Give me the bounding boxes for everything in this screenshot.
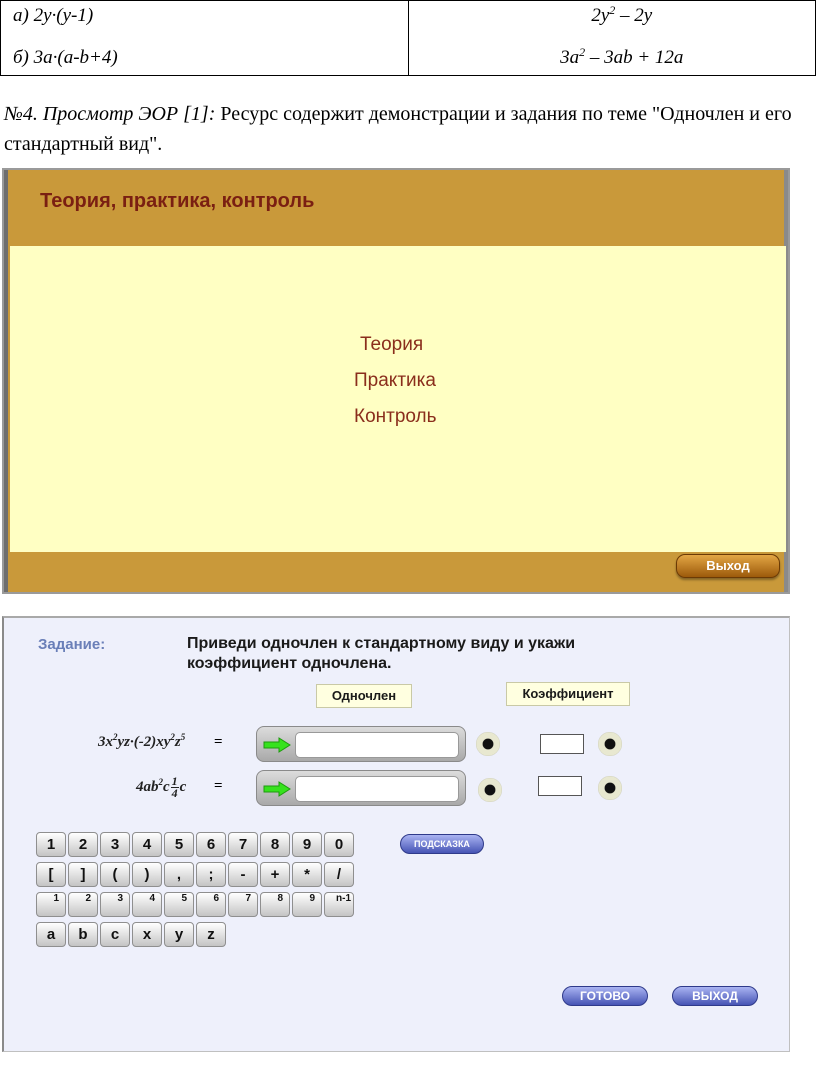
row1-right-exp: 2	[609, 3, 616, 17]
task-label: Задание:	[38, 636, 106, 653]
key-3[interactable]: 3	[100, 832, 130, 857]
key-9[interactable]: 9	[292, 832, 322, 857]
key-5[interactable]: 5	[164, 832, 194, 857]
row1-right-rest: – 2y	[615, 5, 653, 26]
key-exp-6[interactable]: 6	[196, 892, 226, 917]
expr2-part2: c	[163, 778, 170, 795]
menu-item-practice[interactable]: Практика	[354, 370, 436, 391]
check-coefficient-1-icon[interactable]	[598, 732, 622, 756]
expressions-table	[0, 0, 816, 76]
check-monomial-1-icon[interactable]	[476, 732, 500, 756]
key-exp-2[interactable]: 2	[68, 892, 98, 917]
key-exp-5[interactable]: 5	[164, 892, 194, 917]
monomial-input-2[interactable]	[295, 776, 459, 802]
key-y[interactable]: y	[164, 922, 194, 947]
answer-box-1	[256, 726, 466, 762]
key-minus[interactable]: -	[228, 862, 258, 887]
key-c[interactable]: c	[100, 922, 130, 947]
key-exp-7[interactable]: 7	[228, 892, 258, 917]
key-semicolon[interactable]: ;	[196, 862, 226, 887]
expr1-exp3: 5	[180, 732, 186, 742]
done-button[interactable]: ГОТОВО	[562, 986, 648, 1006]
column-header-monomial: Одночлен	[316, 684, 412, 708]
key-paren-open[interactable]: (	[100, 862, 130, 887]
key-z[interactable]: z	[196, 922, 226, 947]
task-paragraph	[4, 99, 804, 159]
eor-menu-screen	[2, 168, 790, 594]
key-comma[interactable]: ,	[164, 862, 194, 887]
key-paren-close[interactable]: )	[132, 862, 162, 887]
key-4[interactable]: 4	[132, 832, 162, 857]
key-x[interactable]: x	[132, 922, 162, 947]
expression-2	[136, 776, 186, 799]
menu-item-theory[interactable]: Теория	[360, 334, 424, 355]
key-2[interactable]: 2	[68, 832, 98, 857]
row1-right-base: 2y	[591, 5, 610, 26]
key-plus[interactable]: +	[260, 862, 290, 887]
menu-panel	[10, 246, 786, 552]
green-arrow-icon	[263, 737, 291, 753]
paragraph-lead: №4. Просмотр ЭОР [1]:	[4, 103, 216, 125]
key-exp-1[interactable]: 1	[36, 892, 66, 917]
key-7[interactable]: 7	[228, 832, 258, 857]
fraction-denominator: 4	[171, 786, 178, 800]
column-header-coefficient: Коэффициент	[506, 682, 630, 706]
task-text: Приведи одночлен к стандартному виду и укажи коэффициент одночлена.	[187, 635, 576, 672]
row2-left: б) 3a·(a-b+4)	[13, 47, 118, 68]
check-monomial-2-icon[interactable]	[478, 778, 502, 802]
key-exp-n-1[interactable]: n-1	[324, 892, 354, 917]
expr1-exp1: 2	[113, 732, 118, 742]
key-bracket-close[interactable]: ]	[68, 862, 98, 887]
keyboard-row-digits	[36, 832, 354, 857]
keyboard-row-exponents	[36, 892, 354, 917]
key-exp-3[interactable]: 3	[100, 892, 130, 917]
expr1-part2: yz·(-2)xy	[117, 734, 171, 750]
monomial-input-1[interactable]	[295, 732, 459, 758]
coefficient-input-1[interactable]	[540, 734, 584, 754]
row1-right	[429, 1, 816, 38]
coefficient-input-2[interactable]	[538, 776, 582, 796]
exercise-screen	[2, 616, 790, 1052]
table-cell-left	[1, 1, 409, 76]
expr1-part1: 3x	[98, 734, 113, 750]
keyboard-row-symbols	[36, 862, 354, 887]
screen-left-rim	[4, 170, 8, 592]
expr1-exp2: 2	[170, 732, 175, 742]
row2-right-exp: 2	[579, 45, 586, 59]
expr2-fraction	[171, 776, 179, 799]
expr2-part1: 4ab	[136, 778, 159, 795]
equals-sign-1: =	[214, 734, 223, 750]
key-exp-4[interactable]: 4	[132, 892, 162, 917]
table-cell-right	[408, 1, 816, 76]
expr1-part3: z	[174, 734, 181, 750]
quit-button[interactable]: ВЫХОД	[672, 986, 758, 1006]
row2-right-rest: – 3ab + 12a	[585, 47, 684, 68]
expr2-part3: c	[179, 778, 187, 795]
check-coefficient-2-icon[interactable]	[598, 776, 622, 800]
key-0[interactable]: 0	[324, 832, 354, 857]
key-bracket-open[interactable]: [	[36, 862, 66, 887]
equals-sign-2: =	[214, 778, 223, 794]
menu-item-control[interactable]: Контроль	[354, 406, 437, 427]
screen-title: Теория, практика, контроль	[40, 190, 315, 212]
key-b[interactable]: b	[68, 922, 98, 947]
key-8[interactable]: 8	[260, 832, 290, 857]
key-multiply[interactable]: *	[292, 862, 322, 887]
exit-button[interactable]: Выход	[676, 554, 780, 578]
key-divide[interactable]: /	[324, 862, 354, 887]
expression-1	[98, 734, 185, 751]
keyboard-row-letters	[36, 922, 226, 947]
row2-right-base: 3a	[560, 47, 580, 68]
paragraph-text: Ресурс содержит демонстрации и задания по теме "Одночлен и его стандартный вид".	[4, 103, 792, 155]
hint-button[interactable]: ПОДСКАЗКА	[400, 834, 484, 854]
expr2-exp1: 2	[158, 776, 163, 787]
answer-box-2	[256, 770, 466, 806]
key-exp-9[interactable]: 9	[292, 892, 322, 917]
key-1[interactable]: 1	[36, 832, 66, 857]
green-arrow-icon	[263, 781, 291, 797]
key-a[interactable]: a	[36, 922, 66, 947]
key-6[interactable]: 6	[196, 832, 226, 857]
row2-right	[429, 38, 816, 75]
row1-left: а) 2y·(y-1)	[13, 5, 94, 26]
key-exp-8[interactable]: 8	[260, 892, 290, 917]
fraction-numerator: 1	[171, 774, 178, 788]
